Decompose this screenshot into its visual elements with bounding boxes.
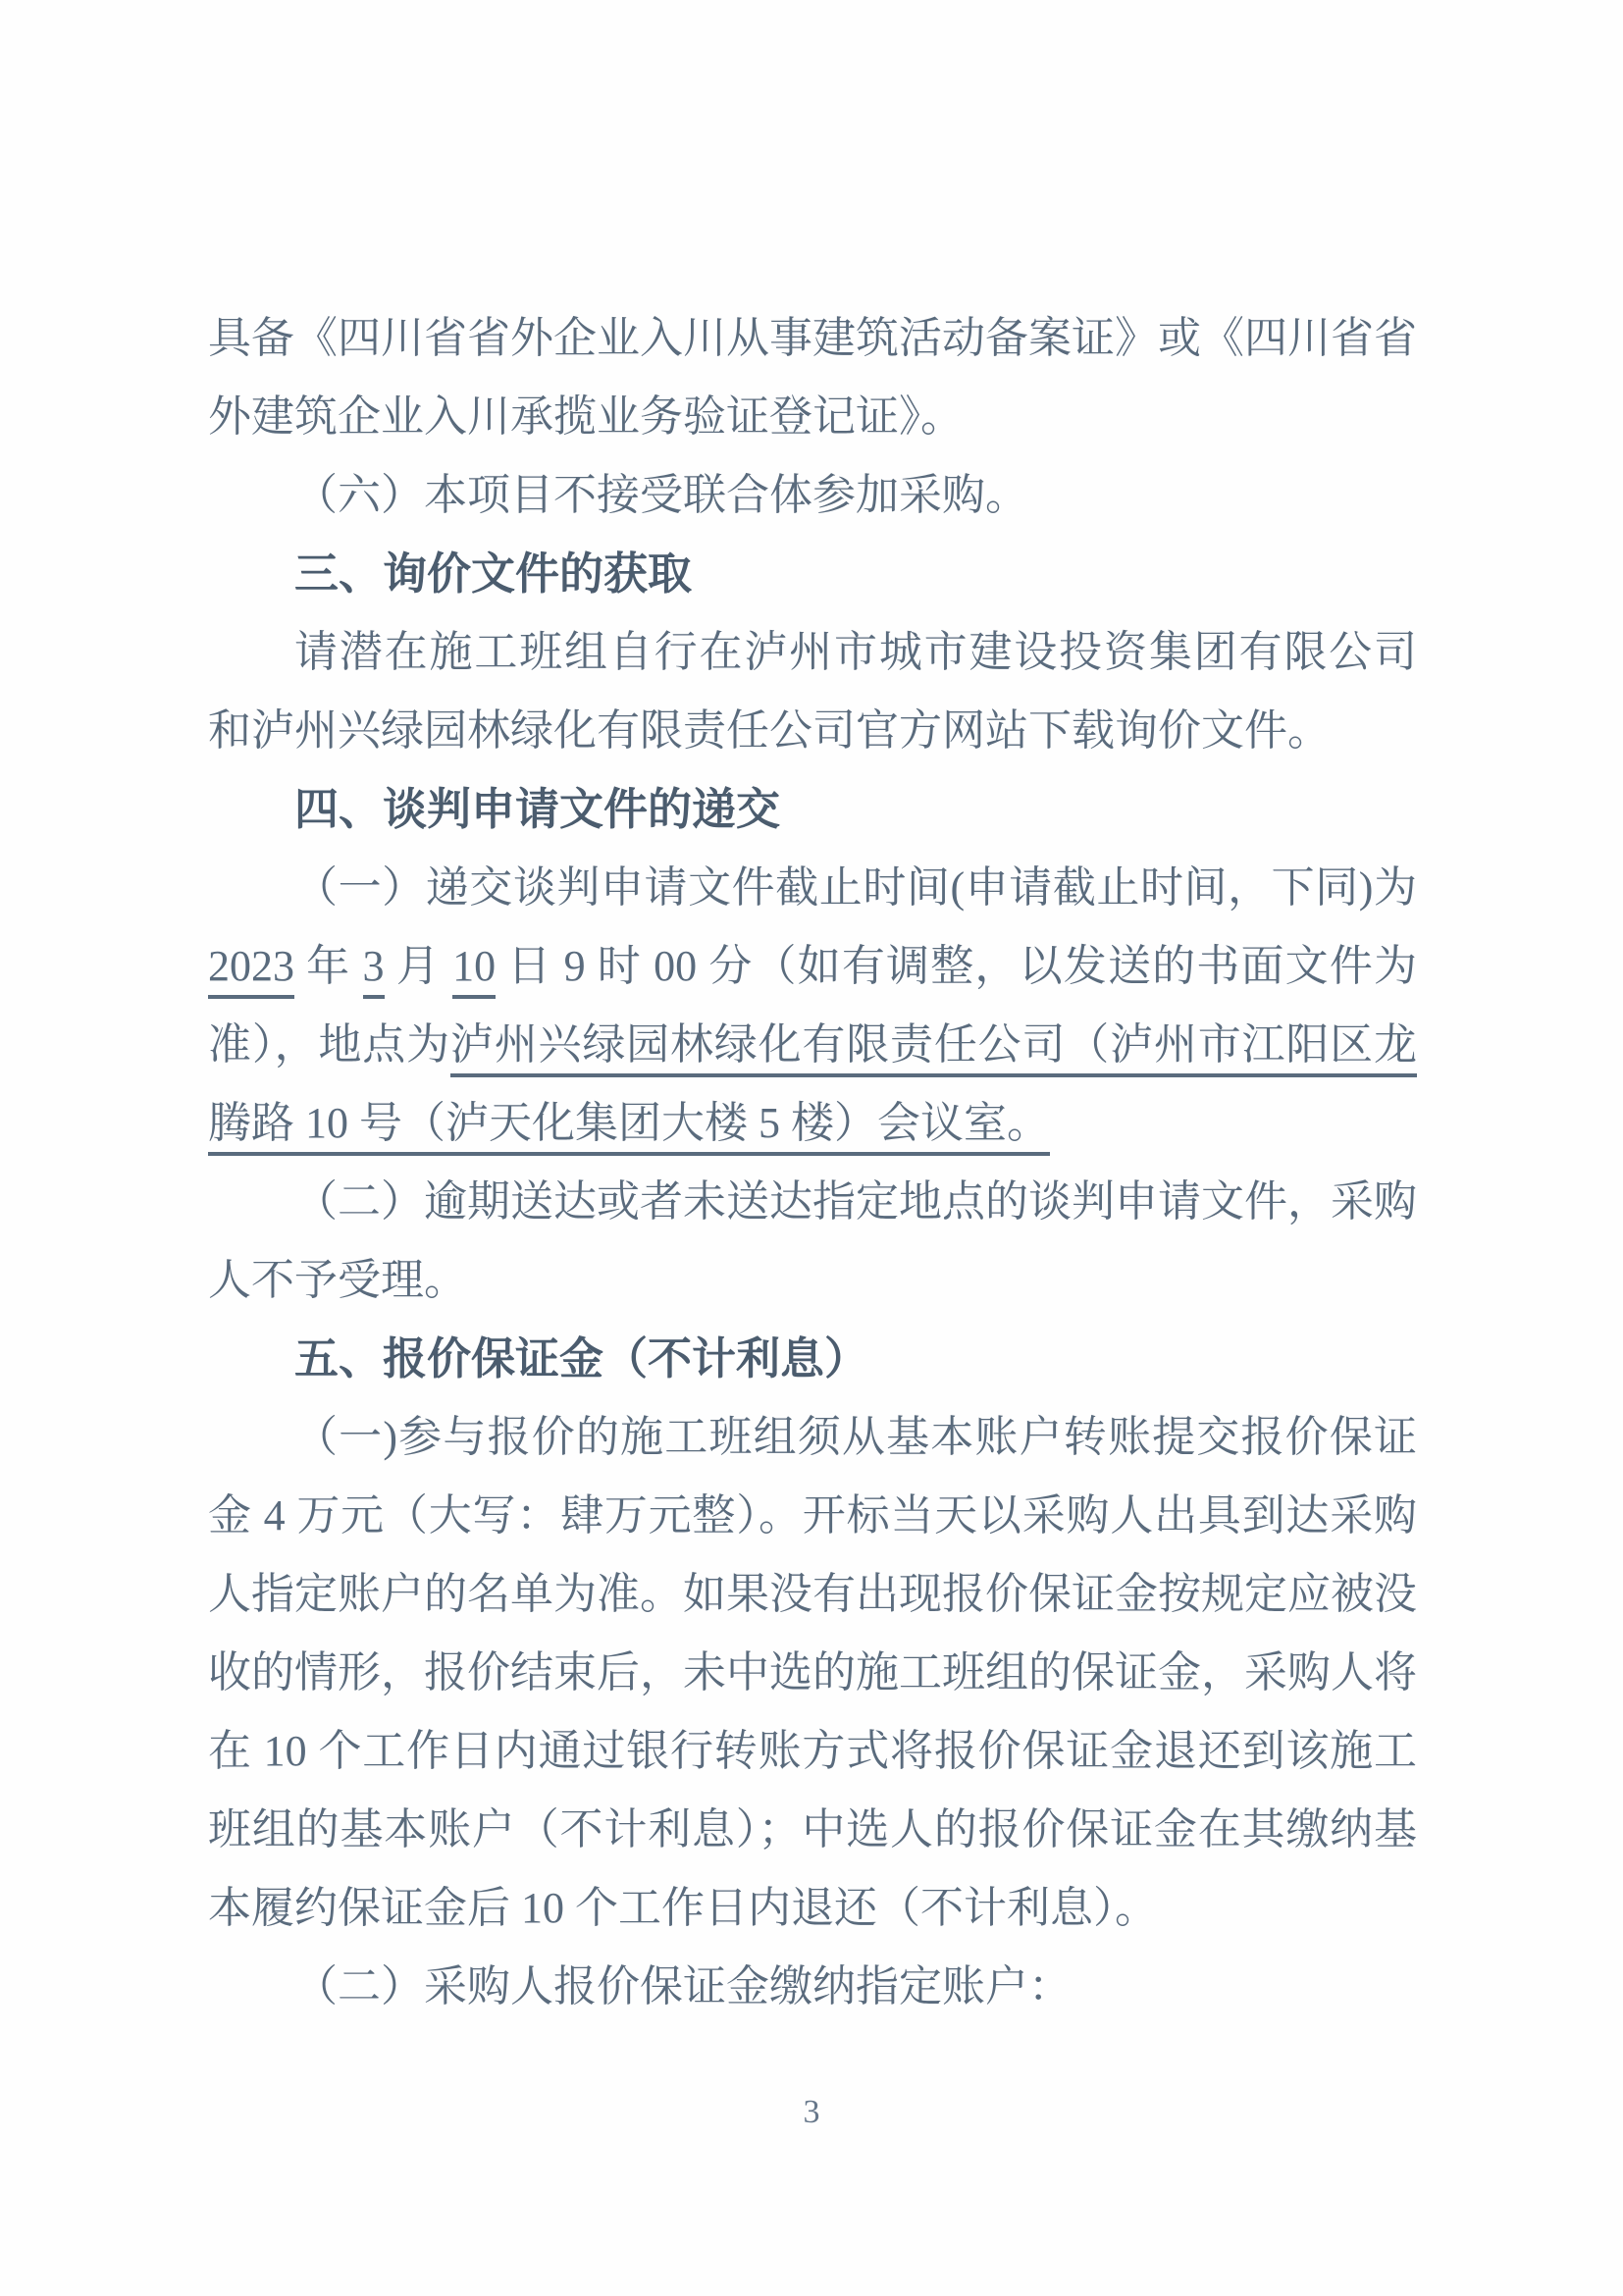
text-segment: 五、报价保证金（不计利息） xyxy=(294,1333,869,1383)
text-segment: 人指定账户的名单为准。如果没有出现报价保证金按规定应被没 xyxy=(208,1570,1417,1618)
text-segment: 具备《四川省省外企业入川从事建筑活动备案证》或《四川省省 xyxy=(208,314,1417,362)
text-segment: （二）逾期送达或者未送达指定地点的谈判申请文件，采购 xyxy=(294,1177,1417,1226)
doc-line xyxy=(208,1869,1417,1948)
doc-line xyxy=(208,1398,1417,1477)
doc-line xyxy=(208,1241,1417,1320)
doc-line xyxy=(208,299,1417,378)
doc-line xyxy=(208,1084,1417,1163)
text-segment: 年 xyxy=(294,942,363,990)
text-segment: 金 4 万元（大写：肆万元整）。开标当天以采购人出具到达采购 xyxy=(208,1491,1417,1539)
page-number: 3 xyxy=(803,2094,820,2130)
text-segment: 在 10 个工作日内通过银行转账方式将报价保证金退还到该施工 xyxy=(208,1727,1417,1775)
text-segment: 准），地点为 xyxy=(208,1020,450,1069)
doc-line xyxy=(208,613,1417,692)
text-segment: 人不予受理。 xyxy=(208,1256,467,1304)
doc-line xyxy=(208,1555,1417,1634)
underlined-segment: 3 xyxy=(363,942,385,999)
underlined-segment: 泸州兴绿园林绿化有限责任公司（泸州市江阳区龙 xyxy=(450,1020,1417,1077)
text-segment: 外建筑企业入川承揽业务验证登记证》。 xyxy=(208,392,964,441)
text-segment: 本履约保证金后 10 个工作日内退还（不计利息）。 xyxy=(208,1884,1158,1932)
text-segment: （一)参与报价的施工班组须从基本账户转账提交报价保证 xyxy=(294,1413,1417,1461)
underlined-segment: 腾路 10 号（泸天化集团大楼 5 楼）会议室。 xyxy=(208,1099,1050,1156)
text-segment: 日 9 时 00 分（如有调整，以发送的书面文件为 xyxy=(496,942,1418,990)
text-segment: 请潜在施工班组自行在泸州市城市建设投资集团有限公司 xyxy=(294,628,1417,676)
text-segment: （二）采购人报价保证金缴纳指定账户： xyxy=(294,1962,1072,2010)
doc-line xyxy=(208,849,1417,927)
doc-line xyxy=(208,1948,1417,2026)
section-heading xyxy=(208,535,1417,613)
text-segment: 月 xyxy=(384,942,453,990)
text-segment: 收的情形，报价结束后，未中选的施工班组的保证金，采购人将 xyxy=(208,1648,1417,1696)
doc-line xyxy=(208,1163,1417,1241)
doc-line xyxy=(208,1634,1417,1712)
doc-line xyxy=(208,1712,1417,1791)
text-segment: （一）递交谈判申请文件截止时间(申请截止时间，下同)为 xyxy=(294,863,1417,912)
doc-line xyxy=(208,1791,1417,1869)
doc-line xyxy=(208,692,1417,770)
text-segment: 和泸州兴绿园林绿化有限责任公司官方网站下载询价文件。 xyxy=(208,706,1331,755)
section-heading xyxy=(208,1320,1417,1398)
doc-line xyxy=(208,456,1417,535)
text-segment: 四、谈判申请文件的递交 xyxy=(294,784,781,834)
doc-line xyxy=(208,1006,1417,1084)
text-segment: （六）本项目不接受联合体参加采购。 xyxy=(294,471,1028,519)
underlined-segment: 2023 xyxy=(208,942,294,999)
underlined-segment: 10 xyxy=(452,942,496,999)
text-segment: 三、询价文件的获取 xyxy=(294,548,693,599)
doc-line xyxy=(208,927,1417,1006)
document-content xyxy=(208,299,1417,2026)
text-segment: 班组的基本账户（不计利息）；中选人的报价保证金在其缴纳基 xyxy=(208,1805,1417,1853)
section-heading xyxy=(208,770,1417,849)
doc-line xyxy=(208,378,1417,456)
doc-line xyxy=(208,1477,1417,1555)
